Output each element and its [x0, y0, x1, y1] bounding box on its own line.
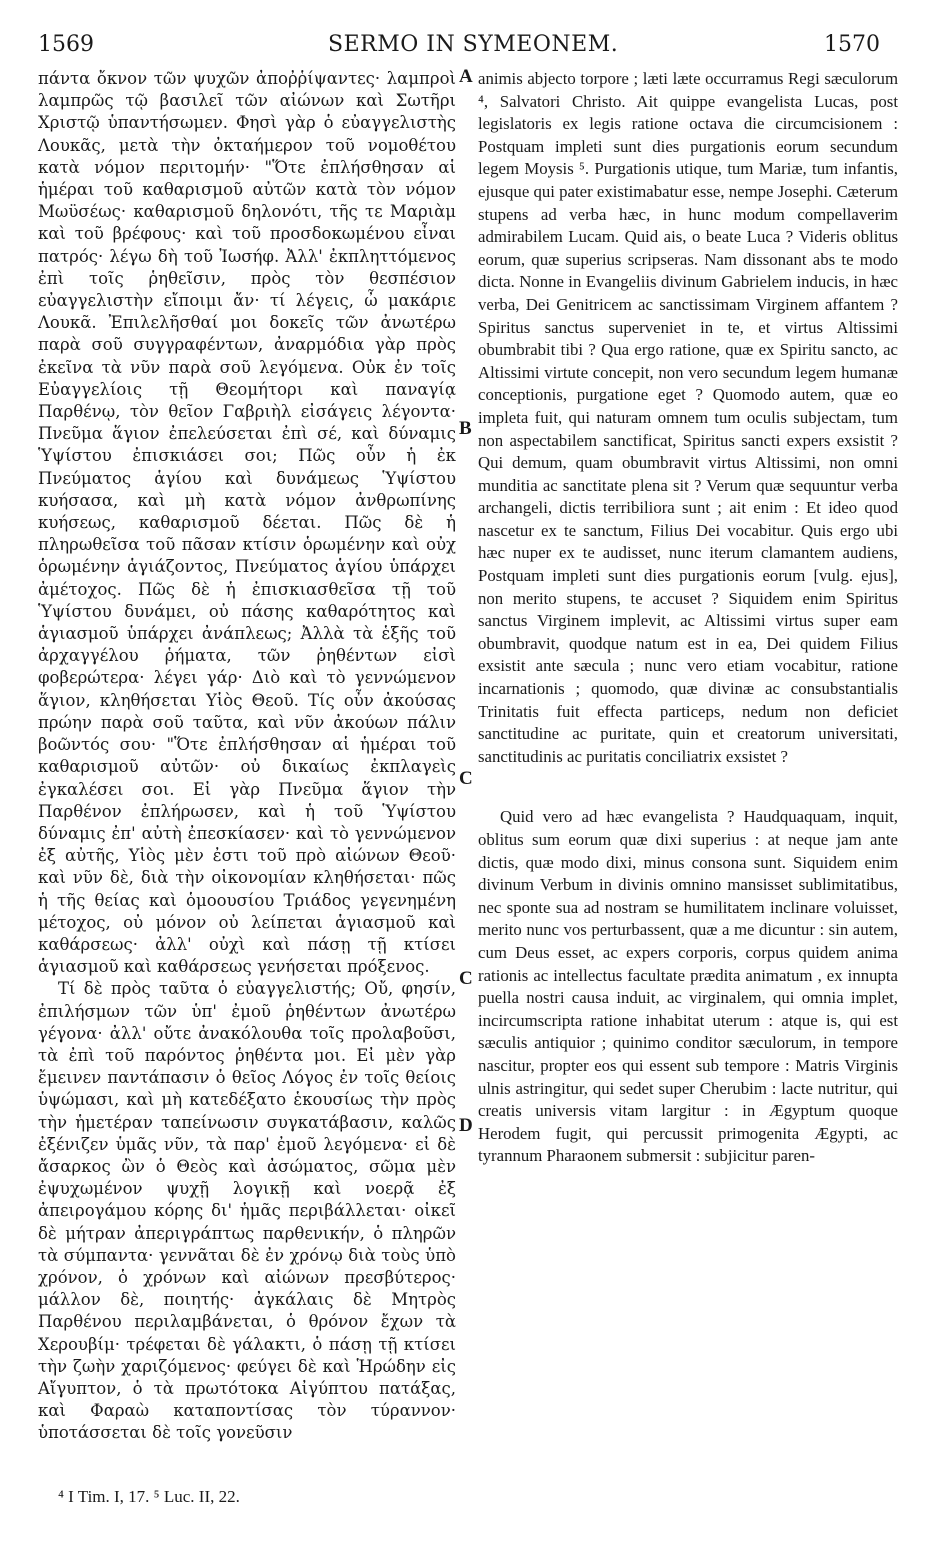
- latin-column: [478, 68, 898, 1168]
- page-header: [38, 24, 880, 62]
- latin-paragraph-1: animis abjecto torpore ; læti læte occurramus Regi sæculorum ⁴, Salvatori Christo. Ait quippe evangelista Lucas, post legislatoris ex legis ratione octava die circumcisionem : Postquam impleti sunt dies purgationis eorum secundum legem Moysis ⁵. Purgationis utique, tum Mariæ, tum infantis, ejusque qui pater existimabatur esse, nempe Josephi. Cæterum stupens ad verba hæc, in hunc modum compellaverim admirabilem Lucam. Quid ais, o beate Luca ? Videris oblitus eorum, quæ superius scripseras. Nam dissonant abs te modo dicta. Nonne in Evangeliis divinum Gabrielem inducis, in hæc verba, Dei Genitricem ac sanctissimam Virginem affantem ? Spiritus sanctus superveniet in te, et virtus Altissimi obumbrabit tibi ? Qua ergo ratione, quæ ex Spiritu sancto, ac Altissimi virtute concepit, non vero secundum legem humanæ conceptionis, purgatione eget ? Quomodo autem, quæ eo impleta fuit, qui naturam omnem tum oculis subjectam, tum non aspectabilem sanctificat, Spiritus sancti expers exsistit ? Qui demum, quam obumbravit virtus Altissimi, non omni munditia ac sanctitate plena sit ? Verum quæ sequuntur verba archangeli, dictis terribiliora sunt ; ait enim : Et ideo quod nascetur ex te sanctum, Filius Dei vocabitur. Quis ergo ubi hæc nuper ex te audisset, nunc iterum clamantem audiens, Postquam impleti sunt dies purgationis eorum [vulg. ejus], non merito stupens, te accuset ? Siquidem enim Spiritus sanctus Virginem implevit, ac Altissimi virtus super eam obumbravit, quodque natum est in ea, Dei quidem Filius exsistit ante sæcula ; nunc vero etiam vocabitur, ratione incarnationis ; quomodo, quæ divinæ ac consubstantialis Trinitatis fuit effecta particeps, nedum non deficiet sanctitudine ac puritate, quin et creatorum universitati, sanctitudinis ac puritatis conciliatrix exsistet ?: [478, 69, 898, 766]
- section-marker-d: D: [459, 1115, 473, 1136]
- section-marker-c-mid: C: [459, 768, 473, 789]
- footnotes: ⁴ I Tim. I, 17. ⁵ Luc. II, 22.: [58, 1487, 240, 1506]
- page-number-right: 1570: [824, 32, 880, 57]
- section-marker-a: A: [459, 66, 473, 87]
- running-title: SERMO IN SYMEONEM.: [328, 32, 619, 57]
- section-marker-b: B: [459, 418, 472, 439]
- page-number-left: 1569: [38, 32, 94, 57]
- greek-paragraph-2: Τί δὲ πρὸς ταῦτα ὁ εὐαγγελιστής; Οὔ, φησίν, ἐπιλήσμων τῶν ὑπ' ἐμοῦ ῥηθέντων ἀνωτέρω γέγονα· ἀλλ' οὔτε ἀνακόλουθα τοῖς προλαβοῦσι, τὰ ἐπὶ τοῦ παρόντος ῥηθέντα μοι. Εἰ μὲν γὰρ ἔμεινεν παντάπασιν ὁ θεῖος Λόγος ἐν τοῖς θείοις ὑψώμασι, καὶ μὴ κατεδέξατο ἑκουσίως τὴν πρὸς τὴν ἡμετέραν ταπείνωσιν συγκατάβασιν, καλῶς ἐξένιζεν ὑμᾶς νῦν, τὰ παρ' ἐμοῦ λεγόμενα· εἰ δὲ ἄσαρκος ὢν ὁ Θεὸς καὶ ἀσώματος, σῶμα μὲν ἐψυχωμένον ψυχῇ λογικῇ καὶ νοερᾷ ἐξ ἀπειρογάμου κόρης δι' ἡμᾶς περιβάλλεται· οἰκεῖ δὲ μήτραν ἀπεριγράπτως παρθενικήν, ὁ πληρῶν τὰ σύμπαντα· γεννᾶται δὲ ἐν χρόνῳ διὰ τοὺς ὑπὸ χρόνον, ὁ χρόνων καὶ αἰώνων πρεσβύτερος· μάλλον δὲ, ποιητής· ἀγκάλαις δὲ Μητρὸς Παρθένου περιλαμβάνεται, ὁ θρόνον ἔχων τὰ Χερουβίμ· τρέφεται δὲ γάλακτι, ὁ πάσῃ τῇ κτίσει τὴν ζωὴν χαριζόμενος· φεύγει δὲ καὶ Ἡρώδην εἰς Αἴγυπτον, ὁ τὰ πρωτότοκα Αἰγύπτου πατάξας, καὶ Φαραὼ καταποντίσας τὸν τύραννον· ὑποτάσσεται δὲ τοῖς γονεῦσιν: [38, 979, 456, 1443]
- section-marker-c-low: C: [459, 968, 473, 989]
- greek-paragraph-1: πάντα ὄκνον τῶν ψυχῶν ἀποῤῥίψαντες· λαμπροὶ λαμπρῶς τῷ βασιλεῖ τῶν αἰώνων καὶ Σωτῆρι Χριστῷ ὑπαντήσωμεν. Φησὶ γὰρ ὁ εὐαγγελιστὴς Λουκᾶς, μετὰ τὴν ὀκταήμερον τοῦ νομοθέτου κατὰ νόμον περιτομήν· "Ὅτε ἐπλήσθησαν αἱ ἡμέραι τοῦ καθαρισμοῦ αὐτῶν κατὰ τὸν νόμον Μωϋσέως· καθαρισμοῦ δηλονότι, τῆς τε Μαριὰμ καὶ τοῦ βρέφους· καὶ τοῦ προσδοκωμένου εἶναι πατρός· λέγω δὴ τοῦ Ἰωσήφ. Ἀλλ' ἐκπληττόμενος ἐπὶ τοῖς ῥηθεῖσιν, πρὸς τὸν θεσπέσιον εὐαγγελιστὴν εἴποιμι ἄν· τί λέγεις, ὦ μακάριε Λουκᾶ. Ἐπιλελῆσθαί μοι δοκεῖς τῶν ἀνωτέρω παρὰ σοῦ συγγραφέντων, ἀναρμόδια γὰρ πρὸς ἐκεῖνα τὰ νῦν παρὰ σοῦ λεγόμενα. Οὐκ ἐν τοῖς Εὐαγγελίοις τῇ Θεομήτορι καὶ παναγίᾳ Παρθένῳ, τὸν θεῖον Γαβριὴλ εἰσάγεις λέγοντα· Πνεῦμα ἅγιον ἐπελεύσεται ἐπὶ σέ, καὶ δύναμις Ὑψίστου ἐπισκιάσει σοι; Πῶς οὖν ἡ ἐκ Πνεύματος ἁγίου καὶ δυνάμεως Ὑψίστου κυήσασα, καὶ μὴ κατὰ νόμον ἀνθρωπίνης κυήσεως, καθαρισμοῦ δέεται. Πῶς δὲ ἡ πληρωθεῖσα τοῦ πᾶσαν κτίσιν ὁρωμένην καὶ οὐχ ὁρωμένην ἁγιάζοντος, Πνεύματος ἁγίου ὑπάρχει ἀμέτοχος. Πῶς δὲ ἡ ἐπισκιασθεῖσα τῇ τοῦ Ὑψίστου δυνάμει, οὐ πάσης καθαρότητος καὶ ἁγιασμοῦ ὑπάρχει ἀνάπλεως; Ἀλλὰ τὰ ἑξῆς τοῦ ἀρχαγγέλου ῥήματα, τῶν ῥηθέντων εἰσὶ φοβερώτερα· λέγει γάρ· Διὸ καὶ τὸ γεννώμενον ἅγιον, κληθήσεται Υἱὸς Θεοῦ. Τίς οὖν ἀκούσας πρώην παρὰ σοῦ ταῦτα, καὶ νῦν ἀκούων πάλιν βοῶντός σου· "Ὅτε ἐπλήσθησαν αἱ ἡμέραι τοῦ καθαρισμοῦ αὐτῶν· οὐ δικαίως ἐκπλαγεὶς ἐγκαλέσει σοι. Εἰ γὰρ Πνεῦμα ἅγιον τὴν Παρθένον ἐπλήρωσεν, καὶ ἡ τοῦ Ὑψίστου δύναμις ἐπ' αὐτὴ ἐπεσκίασεν· καὶ τὸ γεννώμενον ἐξ αὐτῆς, Υἱὸς μὲν ἐστι τοῦ πρὸ αἰώνων Θεοῦ· καὶ νῦν δὲ, διὰ τὴν οἰκονομίαν κληθήσεται· πῶς ἡ τῆς θείας καὶ ὁμοουσίου Τριάδος γεγενημένη μέτοχος, οὐ μόνον οὐ λείπεται ἁγιασμοῦ καὶ καθάρσεως· ἀλλ' οὐχὶ καὶ πάσῃ τῇ κτίσει ἁγιασμοῦ καὶ καθάρσεως γενήσεται πρόξενος.: [38, 69, 456, 977]
- latin-paragraph-2: Quid vero ad hæc evangelista ? Haudquaquam, inquit, oblitus sum eorum quæ dixi superius : at neque jam ante dictis, quæ modo dixi, minus consona sunt. Siquidem enim divinum Verbum in divinis omnino mansisset sublimitatibus, nec sponte sua ad nostram se humilitatem inclinare voluisset, merito nunc vos perturbassent, quæ a me dicuntur : sin autem, cum Deus esset, ac expers corporis, corpus quidem anima rationis ac intellectus facultate prædita animatum , ex innupta puella nostri causa induit, ac virginalem, qui omnia implet, incircumscripta ratione inhabitat uterum : atque is, qui est sæculis antiquior ; quinimo conditor sæculorum, in tempore nascitur, propter eos qui essent sub tempore : Matris Virginis ulnis astringitur, qui sedet super Cherubim : lacte nutritur, qui creatis universis vitam largitur : in Ægyptum quoque Herodem fugit, qui percussit primogenita Ægypti, ac tyrannum Pharaonem submersit : subjicitur paren-: [478, 807, 898, 1166]
- greek-column: [38, 68, 456, 1445]
